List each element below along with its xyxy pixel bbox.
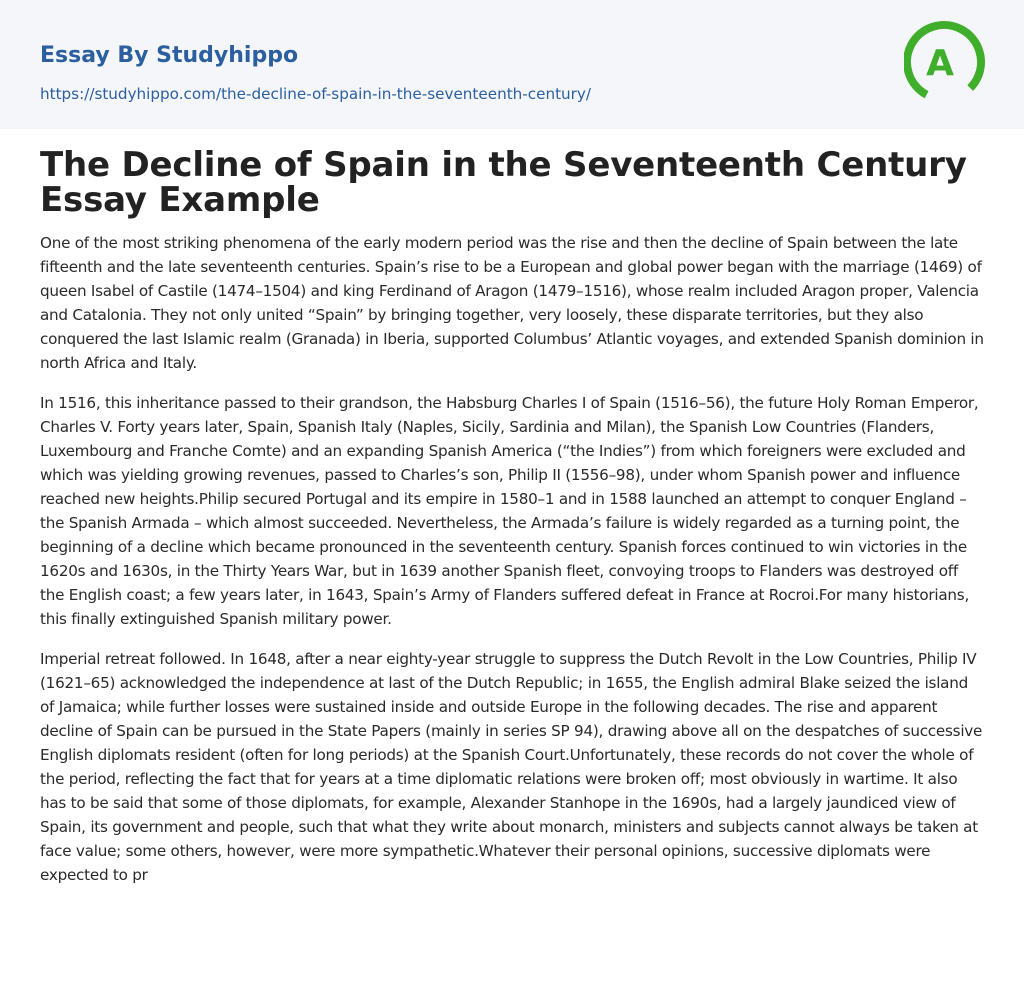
site-brand[interactable]: Essay By Studyhippo bbox=[40, 43, 299, 68]
site-header bbox=[0, 0, 1024, 129]
article-paragraph: One of the most striking phenomena of the early modern period was the rise and then the decline of Spain between the late fifteenth and the late seventeenth centuries. Spain’s rise to be a European and global power began with the marriage (1469) of queen Isabel of Castile (1474–1504) and king Ferdinand of Aragon (1479–1516), whose realm included Aragon proper, Valencia and Catalonia. They not only united “Spain” by bringing together, very loosely, these disparate territories, but they also conquered the last Islamic realm (Granada) in Iberia, supported Columbus’ Atlantic voyages, and extended Spanish dominion in north Africa and Italy. bbox=[40, 234, 984, 372]
page-title: The Decline of Spain in the Seventeenth Century Essay Example bbox=[40, 145, 967, 220]
logo-letter: A bbox=[926, 43, 954, 84]
article-body bbox=[40, 231, 986, 887]
article-paragraph: Imperial retreat followed. In 1648, after a near eighty-year struggle to suppress the Dutch Revolt in the Low Countries, Philip IV (1621–65) acknowledged the independence at last of the Dutch Republic; in 1655, the English admiral Blake seized the island of Jamaica; while further losses were sustained inside and outside Europe in the following decades. The rise and apparent decline of Spain can be pursued in the State Papers (mainly in series SP 94), drawing above all on the despatches of successive English diplomats resident (often for long periods) at the Spanish Court.Unfortunately, these records do not cover the whole of the period, reflecting the fact that for years at a time diplomatic relations were broken off; most obviously in wartime. It also has to be said that some of those diplomats, for example, Alexander Stanhope in the 1690s, had a largely jaundiced view of Spain, its government and people, such that what they write about monarch, ministers and subjects cannot always be taken at face value; some others, however, were more sympathetic.Whatever their personal opinions, successive diplomats were expected to pr bbox=[40, 650, 983, 884]
page-url-link[interactable]: https://studyhippo.com/the-decline-of-spain-in-the-seventeenth-century/ bbox=[40, 85, 591, 103]
studyhippo-logo-icon[interactable] bbox=[904, 18, 988, 106]
article bbox=[40, 145, 986, 903]
article-paragraph: In 1516, this inheritance passed to their grandson, the Habsburg Charles I of Spain (1516–56), the future Holy Roman Emperor, Charles V. Forty years later, Spain, Spanish Italy (Naples, Sicily, Sardinia and Milan), the Spanish Low Countries (Flanders, Luxembourg and Franche Comte) and an expanding Spanish America (“the Indies”) from which foreigners were excluded and which was yielding growing revenues, passed to Charles’s son, Philip II (1556–98), under whom Spanish power and influence reached new heights.Philip secured Portugal and its empire in 1580–1 and in 1588 launched an attempt to conquer England – the Spanish Armada – which almost succeeded. Nevertheless, the Armada’s failure is widely regarded as a turning point, the beginning of a decline which became pronounced in the seventeenth century. Spanish forces continued to win victories in the 1620s and 1630s, in the Thirty Years War, but in 1639 another Spanish fleet, convoying troops to Flanders was destroyed off the English coast; a few years later, in 1643, Spain’s Army of Flanders suffered defeat in France at Rocroi.For many historians, this finally extinguished Spanish military power. bbox=[40, 394, 979, 628]
